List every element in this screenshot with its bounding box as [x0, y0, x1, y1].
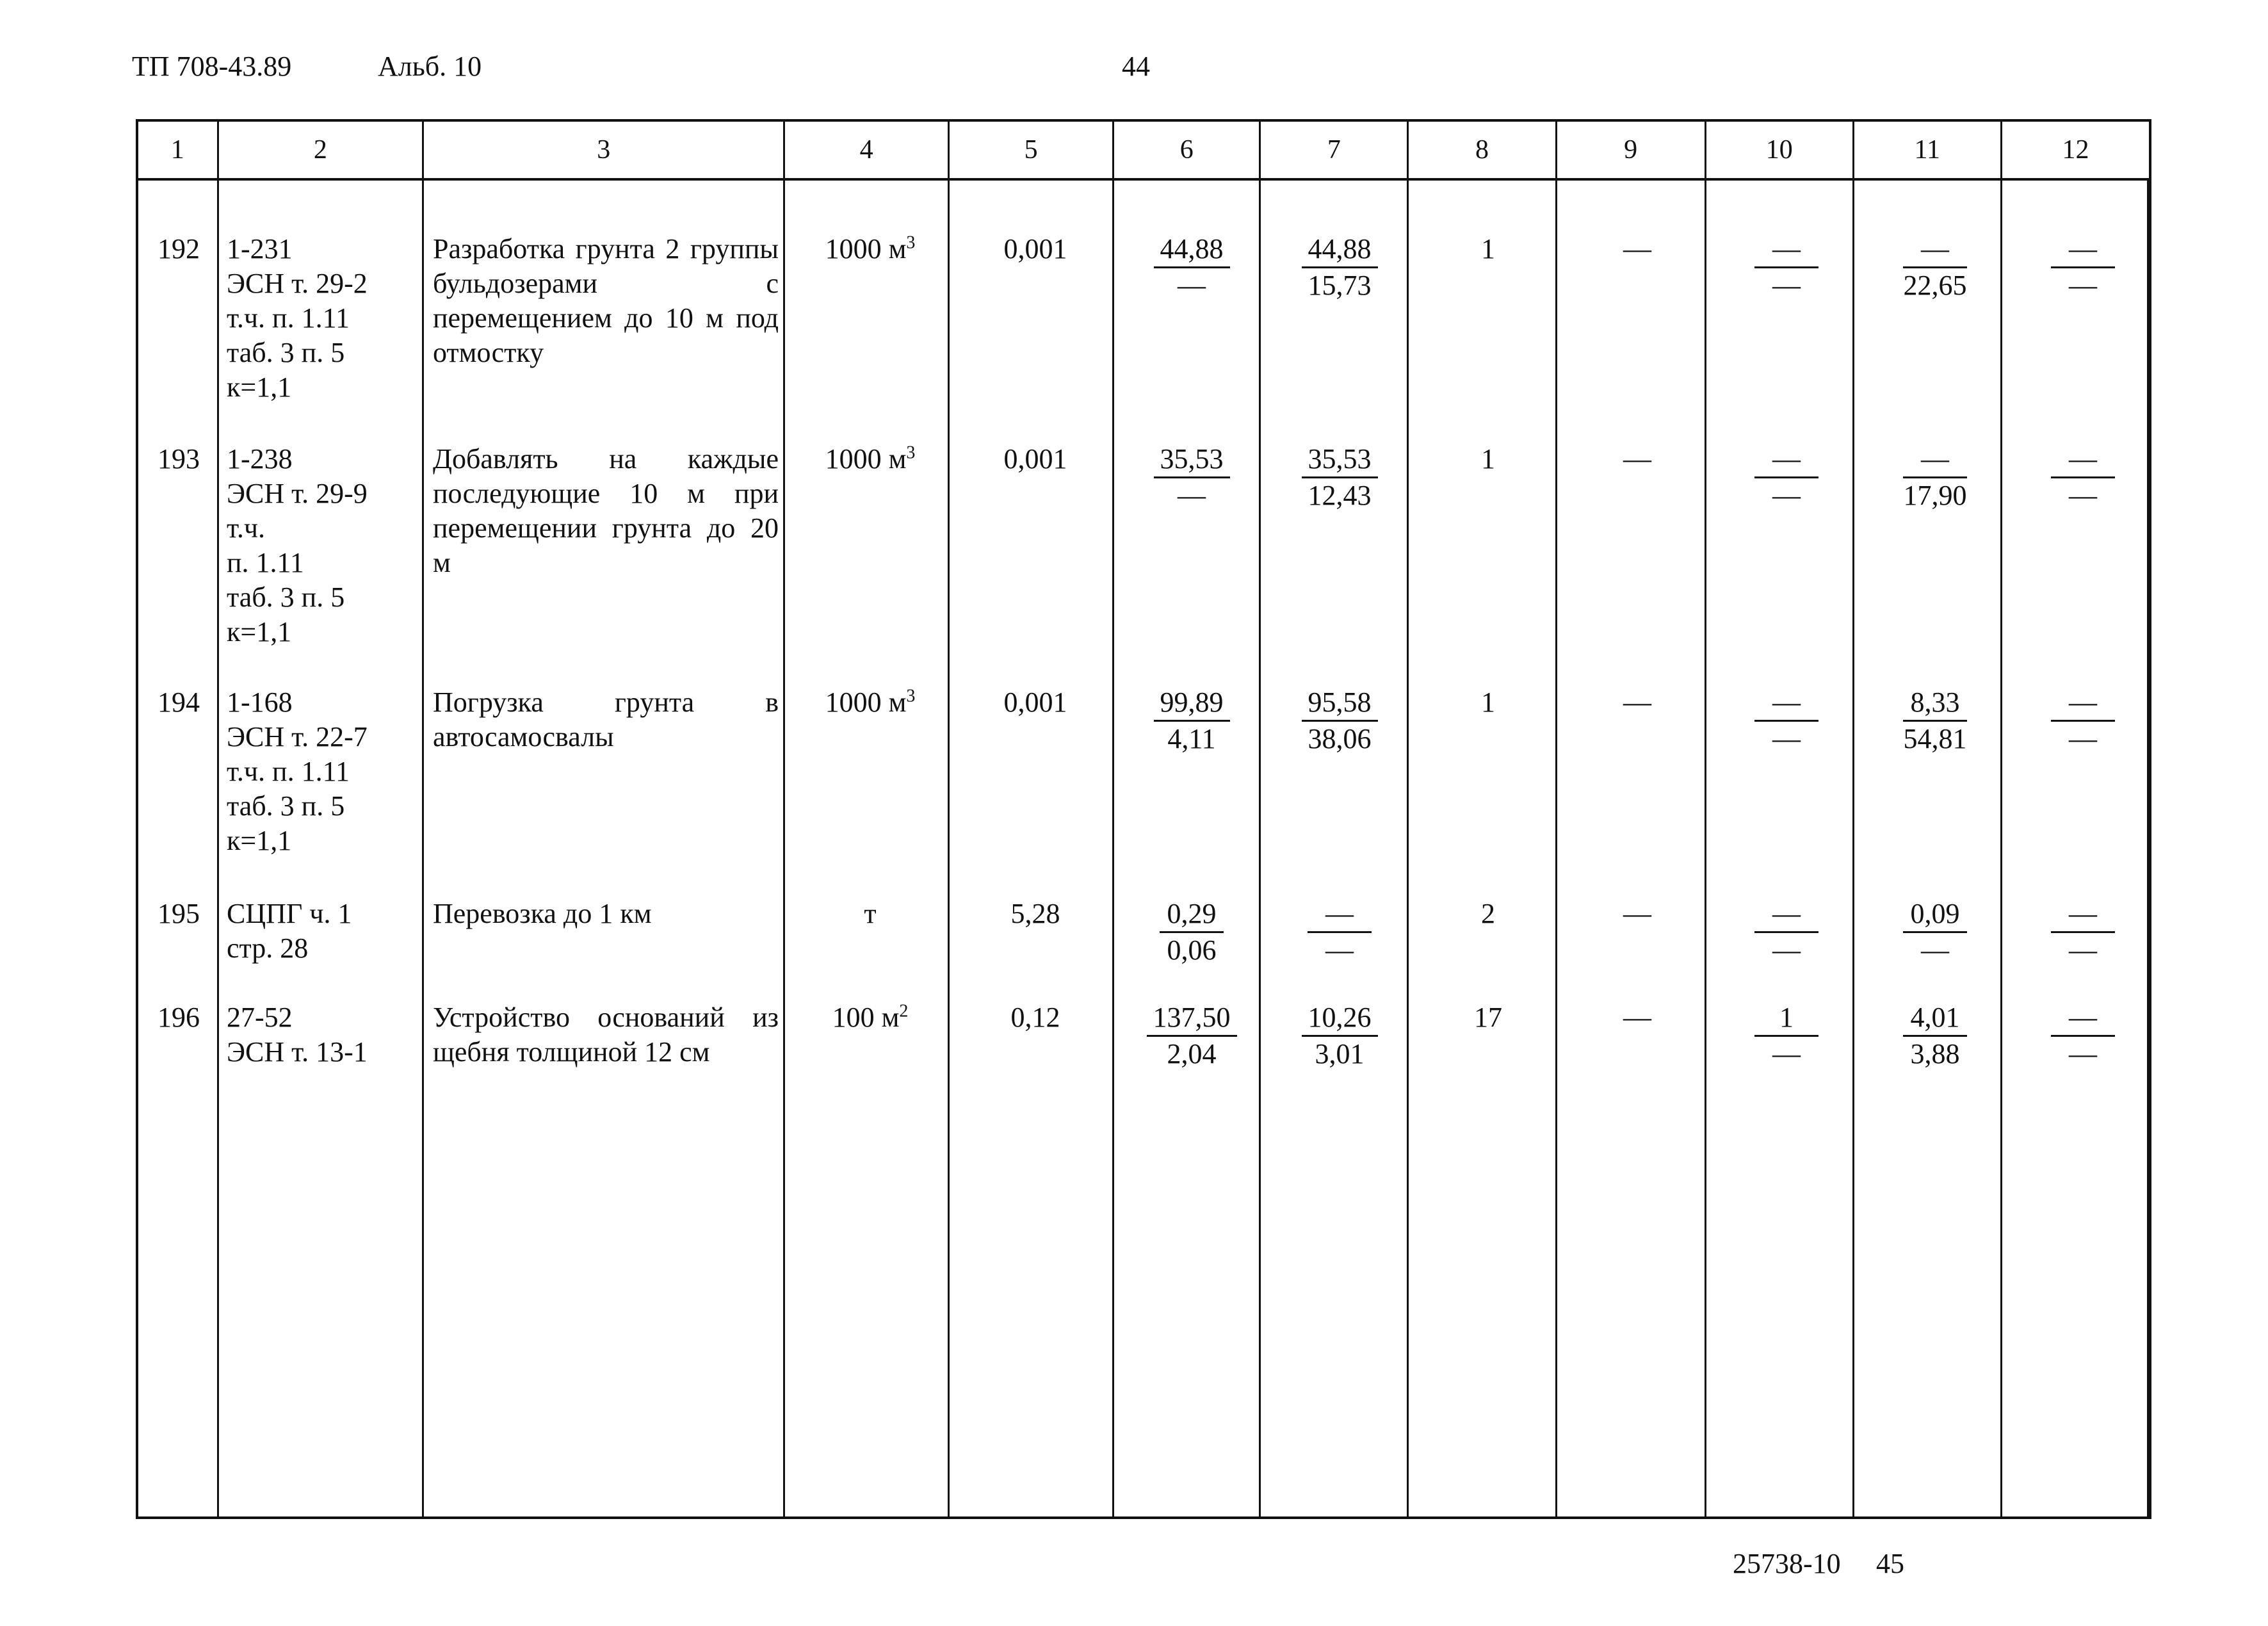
fraction	[1712, 232, 1861, 303]
norm-reference: 27-52 ЭСН т. 13-1	[227, 1002, 368, 1068]
col12-value	[2009, 1000, 2157, 1071]
fraction-denominator: —	[1772, 934, 1801, 966]
column-header: 4	[785, 122, 950, 178]
col8-value: 2	[1481, 898, 1495, 929]
fraction-denominator: 38,06	[1308, 723, 1372, 754]
work-description: Разработка грунта 2 группы бульдозерами с перемещением до 10 м под отмостку	[433, 233, 779, 368]
fraction-numerator: 35,53	[1154, 442, 1230, 478]
fraction-numerator: —	[1754, 232, 1818, 268]
table-header	[138, 122, 2149, 181]
fraction-numerator: —	[2051, 442, 2115, 478]
col10-value	[1712, 897, 1861, 968]
quantity: 0,001	[1003, 233, 1067, 264]
work-description: Перевозка до 1 км	[433, 898, 652, 929]
col7-value	[1265, 442, 1414, 513]
fraction	[2009, 442, 2157, 513]
col6-value	[1118, 897, 1265, 968]
fraction-denominator: 54,81	[1903, 723, 1967, 754]
table-row	[138, 897, 2149, 986]
fraction	[1861, 897, 2009, 968]
column-header: 5	[950, 122, 1114, 178]
norm-reference: 1-231 ЭСН т. 29-2 т.ч. п. 1.11 таб. 3 п. 5 к=1,1	[227, 233, 368, 403]
quantity: 0,001	[1003, 687, 1067, 718]
quantity: 5,28	[1010, 898, 1060, 929]
fraction-numerator: 44,88	[1154, 232, 1230, 268]
fraction	[1265, 897, 1414, 968]
unit-text: т	[864, 898, 877, 929]
column-header: 8	[1409, 122, 1557, 178]
col6-value	[1118, 685, 1265, 756]
fraction	[1118, 685, 1265, 756]
fraction-denominator: —	[2069, 1038, 2097, 1069]
fraction	[1861, 685, 2009, 756]
unit-of-measure	[788, 442, 953, 476]
fraction	[2009, 685, 2157, 756]
fraction-denominator: —	[1772, 480, 1801, 511]
col9-value: —	[1623, 233, 1651, 264]
column-header: 7	[1261, 122, 1409, 178]
fraction-numerator: 10,26	[1302, 1000, 1378, 1037]
col7-value	[1265, 1000, 1414, 1071]
fraction-numerator: —	[2051, 1000, 2115, 1037]
fraction	[1118, 232, 1265, 303]
table-row	[138, 685, 2149, 884]
col11-value	[1861, 232, 2009, 303]
fraction-numerator: —	[1754, 897, 1818, 933]
fraction-numerator: 35,53	[1302, 442, 1378, 478]
fraction	[1265, 1000, 1414, 1071]
fraction	[2009, 1000, 2157, 1071]
table-body	[138, 181, 2149, 1516]
col7-value	[1265, 232, 1414, 303]
fraction	[1265, 442, 1414, 513]
fraction-denominator: —	[1772, 1038, 1801, 1069]
fraction-denominator: 17,90	[1903, 480, 1967, 511]
table-row	[138, 442, 2149, 672]
col12-value	[2009, 232, 2157, 303]
col11-value	[1861, 1000, 2009, 1071]
col9-value: —	[1623, 1002, 1651, 1033]
fraction-numerator: 1	[1754, 1000, 1818, 1037]
album-label: Альб. 10	[378, 51, 482, 82]
page-number: 44	[1122, 51, 1150, 82]
unit-of-measure	[788, 685, 953, 720]
col12-value	[2009, 685, 2157, 756]
col12-value	[2009, 897, 2157, 968]
work-description: Устройство оснований из щебня толщиной 12 см	[433, 1002, 779, 1068]
fraction-numerator: 95,58	[1302, 685, 1378, 722]
unit-text: 100 м	[832, 1002, 900, 1033]
fraction-denominator: —	[1178, 480, 1206, 511]
col10-value	[1712, 442, 1861, 513]
col11-value	[1861, 685, 2009, 756]
col6-value	[1118, 1000, 1265, 1071]
fraction-denominator: —	[1325, 934, 1354, 966]
column-header: 11	[1854, 122, 2002, 178]
fraction	[2009, 232, 2157, 303]
col11-value	[1861, 442, 2009, 513]
fraction-denominator: —	[2069, 723, 2097, 754]
col7-value	[1265, 685, 1414, 756]
col9-value: —	[1623, 898, 1651, 929]
fraction	[1712, 1000, 1861, 1071]
fraction-denominator: —	[2069, 934, 2097, 966]
col11-value	[1861, 897, 2009, 968]
fraction-numerator: 99,89	[1154, 685, 1230, 722]
fraction-denominator: 22,65	[1903, 270, 1967, 301]
fraction	[1712, 442, 1861, 513]
fraction-denominator: —	[1921, 934, 1949, 966]
unit-text: 1000 м	[825, 233, 907, 264]
fraction	[1712, 685, 1861, 756]
norm-reference: СЦПГ ч. 1 стр. 28	[227, 898, 352, 964]
fraction-denominator: 3,88	[1910, 1038, 1960, 1069]
table-row	[138, 232, 2149, 424]
fraction-numerator: 137,50	[1147, 1000, 1237, 1037]
fraction-denominator: —	[2069, 270, 2097, 301]
fraction-numerator: —	[2051, 232, 2115, 268]
column-header: 1	[138, 122, 219, 178]
work-description: Добавлять на каждые последующие 10 м при перемещении грунта до 20 м	[433, 443, 779, 578]
fraction-denominator: 2,04	[1167, 1038, 1217, 1069]
column-header: 10	[1706, 122, 1854, 178]
fraction	[1118, 1000, 1265, 1071]
fraction-numerator: 4,01	[1903, 1000, 1967, 1037]
norm-reference: 1-168 ЭСН т. 22-7 т.ч. п. 1.11 таб. 3 п. 5 к=1,1	[227, 687, 368, 856]
footer-code: 25738-10	[1733, 1548, 1841, 1579]
column-header: 12	[2062, 135, 2089, 165]
unit-exponent: 3	[906, 443, 916, 463]
fraction-denominator: —	[1772, 270, 1801, 301]
fraction-denominator: 4,11	[1167, 723, 1216, 754]
fraction	[1265, 232, 1414, 303]
row-number: 195	[158, 898, 200, 929]
unit-of-measure	[788, 1000, 953, 1035]
fraction-denominator: 3,01	[1315, 1038, 1365, 1069]
document-code: ТП 708-43.89	[132, 51, 292, 82]
fraction-numerator: 8,33	[1903, 685, 1967, 722]
row-number: 193	[158, 443, 200, 475]
fraction-numerator: —	[1903, 232, 1967, 268]
col8-value: 1	[1481, 443, 1495, 475]
col8-value: 17	[1474, 1002, 1502, 1033]
unit-exponent: 2	[899, 1001, 909, 1021]
row-number: 196	[158, 1002, 200, 1033]
fraction-numerator: —	[1308, 897, 1372, 933]
fraction-numerator: —	[1754, 685, 1818, 722]
quantity: 0,001	[1003, 443, 1067, 475]
fraction	[1118, 442, 1265, 513]
unit-exponent: 3	[906, 686, 916, 706]
col9-value: —	[1623, 443, 1651, 475]
fraction	[1861, 232, 2009, 303]
unit-exponent: 3	[906, 232, 916, 253]
unit-of-measure	[788, 897, 953, 931]
fraction-numerator: 0,29	[1160, 897, 1224, 933]
column-header: 2	[219, 122, 425, 178]
norm-reference: 1-238 ЭСН т. 29-9 т.ч. п. 1.11 таб. 3 п. 5 к=1,1	[227, 443, 368, 647]
fraction-numerator: —	[1754, 442, 1818, 478]
fraction-numerator: —	[1903, 442, 1967, 478]
fraction-denominator: 12,43	[1308, 480, 1372, 511]
fraction	[1118, 897, 1265, 968]
unit-text: 1000 м	[825, 687, 907, 718]
col6-value	[1118, 442, 1265, 513]
col9-value: —	[1623, 687, 1651, 718]
work-description: Погрузка грунта в автосамосвалы	[433, 687, 779, 752]
quantity: 0,12	[1010, 1002, 1060, 1033]
fraction-denominator: —	[1772, 723, 1801, 754]
fraction-denominator: 15,73	[1308, 270, 1372, 301]
row-number: 194	[158, 687, 200, 718]
fraction-numerator: 0,09	[1903, 897, 1967, 933]
column-header: 6	[1114, 122, 1261, 178]
col8-value: 1	[1481, 233, 1495, 264]
col12-value	[2009, 442, 2157, 513]
table-row	[138, 1000, 2149, 1090]
fraction-numerator: 44,88	[1302, 232, 1378, 268]
col6-value	[1118, 232, 1265, 303]
fraction	[1265, 685, 1414, 756]
unit-text: 1000 м	[825, 443, 907, 475]
column-header: 9	[1557, 122, 1706, 178]
col10-value	[1712, 685, 1861, 756]
row-number: 192	[158, 233, 200, 264]
fraction-denominator: —	[2069, 480, 2097, 511]
footer-page: 45	[1876, 1548, 1904, 1579]
fraction-denominator: 0,06	[1167, 934, 1217, 966]
fraction	[1861, 1000, 2009, 1071]
unit-of-measure	[788, 232, 953, 266]
fraction-numerator: —	[2051, 685, 2115, 722]
column-header: 3	[424, 122, 785, 178]
col10-value	[1712, 1000, 1861, 1071]
fraction	[2009, 897, 2157, 968]
fraction	[1861, 442, 2009, 513]
col7-value	[1265, 897, 1414, 968]
col10-value	[1712, 232, 1861, 303]
fraction-numerator: —	[2051, 897, 2115, 933]
fraction-denominator: —	[1178, 270, 1206, 301]
estimate-table	[136, 119, 2151, 1519]
col8-value: 1	[1481, 687, 1495, 718]
fraction	[1712, 897, 1861, 968]
